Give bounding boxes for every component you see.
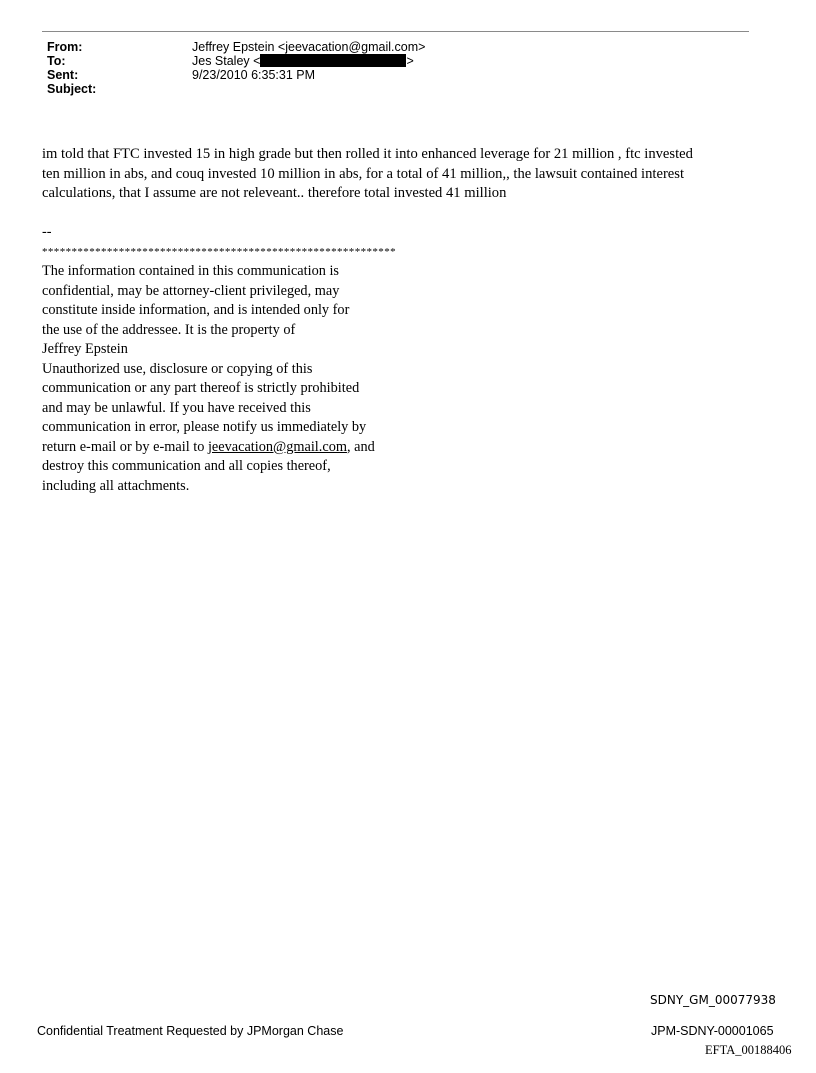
disclaimer-line: The information contained in this communication is	[42, 263, 339, 279]
header-divider	[42, 31, 749, 32]
body-line: im told that FTC invested 15 in high grade but then rolled it into enhanced leverage for 21 million , ftc invested	[42, 146, 693, 162]
efta-number: EFTA_00188406	[705, 1043, 792, 1057]
email-link[interactable]: jeevacation@gmail.com	[207, 438, 347, 455]
email-body	[42, 145, 762, 204]
disclaimer-line: constitute inside information, and is intended only for	[42, 302, 350, 318]
sent-label: Sent:	[47, 68, 79, 82]
disclaimer-line: and may be unlawful. If you have received this	[42, 399, 311, 416]
return-suffix: , and	[346, 438, 375, 455]
confidential-notice: Confidential Treatment Requested by JPMorgan Chase	[37, 1024, 344, 1038]
disclaimer-line: the use of the addressee. It is the property of	[42, 321, 296, 338]
from-label: From:	[47, 40, 83, 54]
disclaimer-line: Unauthorized use, disclosure or copying of this	[42, 360, 313, 377]
signature-dashes: --	[42, 224, 52, 240]
body-line: ten million in abs, and couq invested 10 million in abs, for a total of 41 million,, the lawsuit contained interest	[42, 165, 685, 182]
body-line: calculations, that I assume are not releveant.. therefore total invested 41 million	[42, 185, 507, 201]
bates-sdny: SDNY_GM_00077938	[650, 993, 776, 1007]
return-prefix: return e-mail or by e-mail to	[42, 438, 208, 455]
disclaimer-line: including all attachments.	[42, 477, 190, 494]
disclaimer-line: communication or any part thereof is strictly prohibited	[42, 380, 360, 396]
sent-value: 9/23/2010 6:35:31 PM	[192, 68, 316, 82]
bates-jpm: JPM-SDNY-00001065	[651, 1024, 774, 1038]
disclaimer-return-line	[42, 438, 396, 458]
redaction-box	[260, 54, 406, 67]
to-prefix: Jes Staley <	[192, 54, 261, 68]
from-value: Jeffrey Epstein <jeevacation@gmail.com>	[192, 40, 426, 54]
signature-block	[42, 223, 396, 496]
to-label: To:	[47, 54, 66, 68]
disclaimer-line: destroy this communication and all copies thereof,	[42, 458, 331, 474]
disclaimer-line: communication in error, please notify us immediately by	[42, 419, 367, 435]
to-value	[192, 54, 414, 68]
disclaimer-line: Jeffrey Epstein	[42, 341, 128, 357]
subject-label: Subject:	[47, 82, 97, 96]
to-suffix: >	[406, 54, 414, 68]
disclaimer-line: confidential, may be attorney-client privileged, may	[42, 282, 340, 299]
signature-stars: ************************************************************	[42, 245, 396, 258]
